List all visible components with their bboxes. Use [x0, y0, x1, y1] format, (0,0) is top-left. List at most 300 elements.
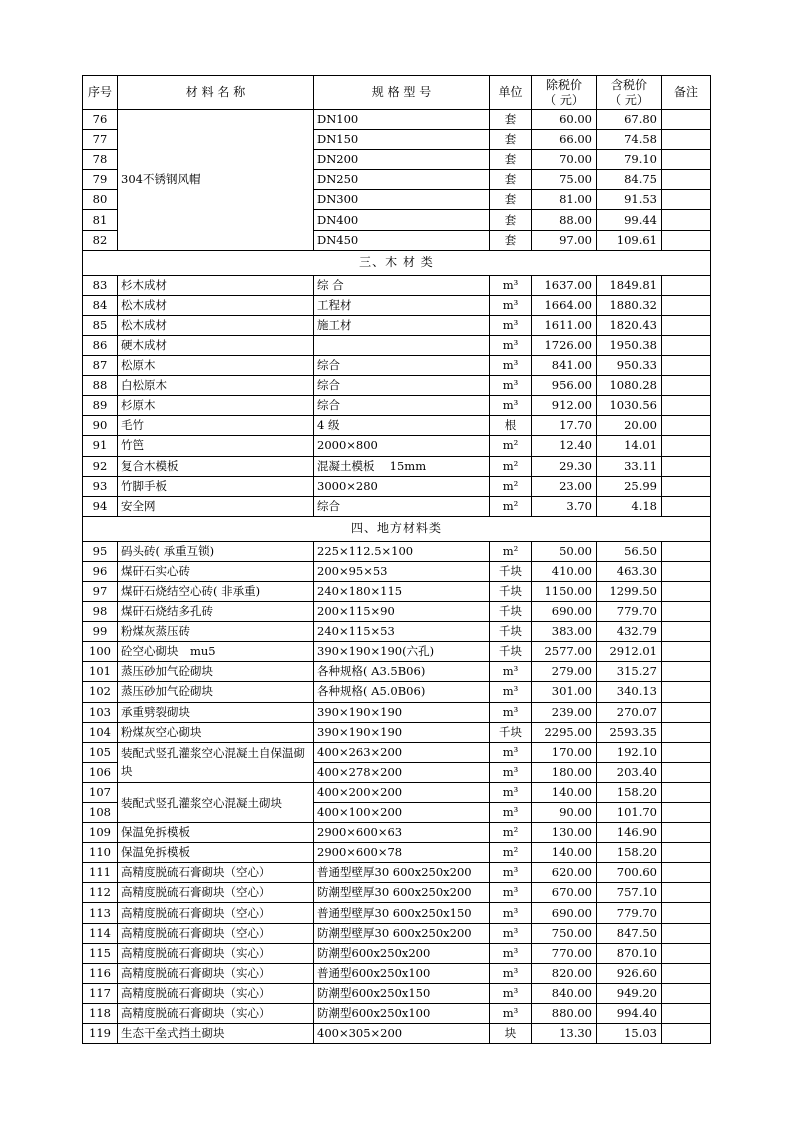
row-spec: 各种规格( A3.5B06) [314, 662, 490, 682]
row-name: 杉木成材 [118, 275, 314, 295]
row-no: 85 [83, 315, 118, 335]
row-spec: 普通型壁厚30 600x250x200 [314, 863, 490, 883]
row-price-inc-tax: 192.10 [597, 742, 662, 762]
row-no: 80 [83, 190, 118, 210]
table-row [83, 335, 711, 355]
price-table [82, 75, 711, 1044]
group-name: 装配式竖孔灌浆空心混凝土砌块 [118, 782, 314, 822]
row-unit: m³ [490, 762, 532, 782]
row-price-inc-tax: 2593.35 [597, 722, 662, 742]
row-spec: 2900×600×63 [314, 823, 490, 843]
row-unit: m³ [490, 315, 532, 335]
row-remark [662, 943, 711, 963]
row-unit: m³ [490, 742, 532, 762]
row-remark [662, 742, 711, 762]
row-name: 保温免拆模板 [118, 843, 314, 863]
row-spec: DN250 [314, 170, 490, 190]
row-price-ex-tax: 13.30 [532, 1024, 597, 1044]
row-remark [662, 190, 711, 210]
row-price-ex-tax: 17.70 [532, 416, 597, 436]
row-price-ex-tax: 670.00 [532, 883, 597, 903]
row-no: 89 [83, 396, 118, 416]
row-price-inc-tax: 109.61 [597, 230, 662, 250]
row-no: 77 [83, 130, 118, 150]
header-spec: 规 格 型 号 [314, 76, 490, 110]
row-remark [662, 803, 711, 823]
row-price-inc-tax: 340.13 [597, 682, 662, 702]
row-price-ex-tax: 60.00 [532, 110, 597, 130]
table-row [83, 943, 711, 963]
row-unit: m³ [490, 396, 532, 416]
row-name: 煤矸石实心砖 [118, 561, 314, 581]
row-remark [662, 315, 711, 335]
row-no: 107 [83, 782, 118, 802]
row-price-ex-tax: 180.00 [532, 762, 597, 782]
row-name: 蒸压砂加气砼砌块 [118, 682, 314, 702]
row-unit: m³ [490, 376, 532, 396]
row-price-ex-tax: 690.00 [532, 602, 597, 622]
table-row [83, 275, 711, 295]
row-price-inc-tax: 1950.38 [597, 335, 662, 355]
table-row [83, 782, 711, 802]
row-unit: m² [490, 476, 532, 496]
row-name: 承重劈裂砌块 [118, 702, 314, 722]
row-name: 松木成材 [118, 295, 314, 315]
row-price-inc-tax: 432.79 [597, 622, 662, 642]
row-price-inc-tax: 158.20 [597, 843, 662, 863]
row-price-inc-tax: 870.10 [597, 943, 662, 963]
row-remark [662, 456, 711, 476]
row-spec: 防潮型壁厚30 600x250x200 [314, 923, 490, 943]
row-price-ex-tax: 1664.00 [532, 295, 597, 315]
row-spec: DN450 [314, 230, 490, 250]
row-no: 100 [83, 642, 118, 662]
row-spec: 综合 [314, 496, 490, 516]
row-price-inc-tax: 1880.32 [597, 295, 662, 315]
row-price-inc-tax: 1849.81 [597, 275, 662, 295]
row-unit: 块 [490, 1024, 532, 1044]
row-spec: 390×190×190(六孔) [314, 642, 490, 662]
row-price-inc-tax: 146.90 [597, 823, 662, 843]
row-name: 高精度脱硫石膏砌块（空心） [118, 883, 314, 903]
row-spec: 400×305×200 [314, 1024, 490, 1044]
section-header-row [83, 250, 711, 275]
header-price-ex-tax: 除税价 （ 元） [532, 76, 597, 110]
row-price-ex-tax: 29.30 [532, 456, 597, 476]
row-unit: m³ [490, 356, 532, 376]
row-name: 高精度脱硫石膏砌块（空心） [118, 863, 314, 883]
row-price-inc-tax: 1080.28 [597, 376, 662, 396]
row-remark [662, 642, 711, 662]
row-remark [662, 130, 711, 150]
row-remark [662, 702, 711, 722]
row-unit: 千块 [490, 642, 532, 662]
row-remark [662, 1024, 711, 1044]
row-spec: 综 合 [314, 275, 490, 295]
row-no: 115 [83, 943, 118, 963]
row-remark [662, 496, 711, 516]
row-spec: 2000×800 [314, 436, 490, 456]
table-row [83, 923, 711, 943]
row-name: 松原木 [118, 356, 314, 376]
row-price-ex-tax: 75.00 [532, 170, 597, 190]
row-no: 114 [83, 923, 118, 943]
row-remark [662, 722, 711, 742]
header-row [83, 76, 711, 110]
row-name: 硬木成材 [118, 335, 314, 355]
row-unit: m³ [490, 682, 532, 702]
header-price-inc-tax: 含税价 （ 元） [597, 76, 662, 110]
row-no: 103 [83, 702, 118, 722]
table-row [83, 356, 711, 376]
row-unit: 千块 [490, 602, 532, 622]
table-row [83, 622, 711, 642]
row-no: 109 [83, 823, 118, 843]
row-price-inc-tax: 1030.56 [597, 396, 662, 416]
row-spec: DN150 [314, 130, 490, 150]
table-body [83, 110, 711, 1044]
row-unit: 套 [490, 210, 532, 230]
row-no: 97 [83, 581, 118, 601]
row-remark [662, 823, 711, 843]
row-spec: 240×115×53 [314, 622, 490, 642]
row-spec: 225×112.5×100 [314, 541, 490, 561]
row-no: 86 [83, 335, 118, 355]
row-remark [662, 210, 711, 230]
row-name: 杉原木 [118, 396, 314, 416]
row-price-ex-tax: 3.70 [532, 496, 597, 516]
row-price-ex-tax: 956.00 [532, 376, 597, 396]
row-price-ex-tax: 690.00 [532, 903, 597, 923]
row-price-inc-tax: 2912.01 [597, 642, 662, 662]
row-remark [662, 622, 711, 642]
header-remark: 备注 [662, 76, 711, 110]
table-row [83, 561, 711, 581]
table-row [83, 581, 711, 601]
row-price-ex-tax: 140.00 [532, 782, 597, 802]
table-row [83, 662, 711, 682]
row-name: 生态干垒式挡土砌块 [118, 1024, 314, 1044]
row-unit: m² [490, 843, 532, 863]
row-price-inc-tax: 101.70 [597, 803, 662, 823]
table-row [83, 315, 711, 335]
row-name: 粉煤灰空心砌块 [118, 722, 314, 742]
row-remark [662, 682, 711, 702]
row-no: 84 [83, 295, 118, 315]
row-unit: 根 [490, 416, 532, 436]
row-remark [662, 150, 711, 170]
row-name: 煤矸石烧结空心砖( 非承重) [118, 581, 314, 601]
row-price-inc-tax: 84.75 [597, 170, 662, 190]
row-unit: 套 [490, 110, 532, 130]
row-price-ex-tax: 770.00 [532, 943, 597, 963]
row-unit: m³ [490, 963, 532, 983]
row-remark [662, 436, 711, 456]
row-no: 90 [83, 416, 118, 436]
row-spec: 390×190×190 [314, 702, 490, 722]
row-unit: 套 [490, 130, 532, 150]
row-remark [662, 662, 711, 682]
row-no: 92 [83, 456, 118, 476]
row-spec: 防潮型壁厚30 600x250x200 [314, 883, 490, 903]
table-row [83, 396, 711, 416]
row-price-inc-tax: 700.60 [597, 863, 662, 883]
row-unit: m³ [490, 295, 532, 315]
row-spec: 4 级 [314, 416, 490, 436]
row-name: 高精度脱硫石膏砌块（空心） [118, 923, 314, 943]
row-remark [662, 983, 711, 1003]
row-unit: m³ [490, 335, 532, 355]
row-price-inc-tax: 158.20 [597, 782, 662, 802]
row-name: 安全网 [118, 496, 314, 516]
row-no: 79 [83, 170, 118, 190]
row-spec: 普通型600x250x100 [314, 963, 490, 983]
header-name: 材 料 名 称 [118, 76, 314, 110]
row-no: 118 [83, 1003, 118, 1023]
row-price-inc-tax: 14.01 [597, 436, 662, 456]
row-no: 99 [83, 622, 118, 642]
row-spec: 3000×280 [314, 476, 490, 496]
row-name: 竹笆 [118, 436, 314, 456]
table-row [83, 742, 711, 762]
row-price-inc-tax: 315.27 [597, 662, 662, 682]
row-no: 88 [83, 376, 118, 396]
row-spec: 综合 [314, 396, 490, 416]
row-price-ex-tax: 1150.00 [532, 581, 597, 601]
row-unit: m³ [490, 983, 532, 1003]
row-name: 高精度脱硫石膏砌块（实心） [118, 1003, 314, 1023]
row-price-ex-tax: 841.00 [532, 356, 597, 376]
row-price-inc-tax: 847.50 [597, 923, 662, 943]
row-no: 112 [83, 883, 118, 903]
table-row [83, 682, 711, 702]
row-spec: DN400 [314, 210, 490, 230]
row-spec: DN300 [314, 190, 490, 210]
row-no: 117 [83, 983, 118, 1003]
row-price-ex-tax: 1611.00 [532, 315, 597, 335]
row-price-inc-tax: 994.40 [597, 1003, 662, 1023]
row-price-ex-tax: 50.00 [532, 541, 597, 561]
row-name: 毛竹 [118, 416, 314, 436]
header-unit: 单位 [490, 76, 532, 110]
row-name: 煤矸石烧结多孔砖 [118, 602, 314, 622]
row-no: 93 [83, 476, 118, 496]
table-row [83, 496, 711, 516]
row-spec: 200×95×53 [314, 561, 490, 581]
row-no: 78 [83, 150, 118, 170]
row-spec: 防潮型600x250x100 [314, 1003, 490, 1023]
row-no: 101 [83, 662, 118, 682]
row-spec: 工程材 [314, 295, 490, 315]
row-price-ex-tax: 130.00 [532, 823, 597, 843]
row-spec: 400×200×200 [314, 782, 490, 802]
row-spec: 240×180×115 [314, 581, 490, 601]
row-remark [662, 170, 711, 190]
row-unit: m² [490, 436, 532, 456]
row-price-inc-tax: 99.44 [597, 210, 662, 230]
row-price-ex-tax: 279.00 [532, 662, 597, 682]
row-no: 95 [83, 541, 118, 561]
row-spec: 各种规格( A5.0B06) [314, 682, 490, 702]
row-spec: 200×115×90 [314, 602, 490, 622]
row-remark [662, 295, 711, 315]
row-remark [662, 883, 711, 903]
row-spec: 防潮型600x250x150 [314, 983, 490, 1003]
row-price-inc-tax: 757.10 [597, 883, 662, 903]
table-row [83, 416, 711, 436]
row-price-ex-tax: 90.00 [532, 803, 597, 823]
row-price-ex-tax: 70.00 [532, 150, 597, 170]
row-price-inc-tax: 67.80 [597, 110, 662, 130]
row-price-ex-tax: 23.00 [532, 476, 597, 496]
row-remark [662, 376, 711, 396]
row-price-inc-tax: 926.60 [597, 963, 662, 983]
table-row [83, 436, 711, 456]
row-remark [662, 335, 711, 355]
row-name: 高精度脱硫石膏砌块（实心） [118, 983, 314, 1003]
row-remark [662, 356, 711, 376]
row-price-ex-tax: 12.40 [532, 436, 597, 456]
row-remark [662, 963, 711, 983]
row-unit: m³ [490, 863, 532, 883]
row-no: 76 [83, 110, 118, 130]
row-remark [662, 602, 711, 622]
row-unit: m³ [490, 943, 532, 963]
row-remark [662, 541, 711, 561]
row-spec: 400×100×200 [314, 803, 490, 823]
row-unit: 千块 [490, 722, 532, 742]
table-row [83, 295, 711, 315]
table-row [83, 702, 711, 722]
row-unit: m² [490, 823, 532, 843]
row-spec: 综合 [314, 356, 490, 376]
row-unit: m³ [490, 275, 532, 295]
row-remark [662, 762, 711, 782]
row-price-ex-tax: 2577.00 [532, 642, 597, 662]
row-price-ex-tax: 880.00 [532, 1003, 597, 1023]
row-no: 111 [83, 863, 118, 883]
table-row [83, 541, 711, 561]
row-remark [662, 923, 711, 943]
row-unit: m² [490, 456, 532, 476]
row-unit: m² [490, 541, 532, 561]
row-spec: 390×190×190 [314, 722, 490, 742]
row-unit: m² [490, 496, 532, 516]
row-price-inc-tax: 25.99 [597, 476, 662, 496]
table-row [83, 883, 711, 903]
group-name: 304不锈钢风帽 [118, 110, 314, 251]
row-remark [662, 561, 711, 581]
row-price-inc-tax: 463.30 [597, 561, 662, 581]
table-row [83, 843, 711, 863]
table-row [83, 602, 711, 622]
table-row [83, 903, 711, 923]
row-price-inc-tax: 56.50 [597, 541, 662, 561]
group-name: 装配式竖孔灌浆空心混凝土自保温砌块 [118, 742, 314, 782]
section-title: 三、木 材 类 [83, 250, 711, 275]
row-price-inc-tax: 779.70 [597, 602, 662, 622]
row-no: 96 [83, 561, 118, 581]
row-no: 82 [83, 230, 118, 250]
row-unit: m³ [490, 803, 532, 823]
row-price-inc-tax: 950.33 [597, 356, 662, 376]
row-spec: 防潮型600x250x200 [314, 943, 490, 963]
header-no: 序号 [83, 76, 118, 110]
row-no: 104 [83, 722, 118, 742]
row-price-inc-tax: 91.53 [597, 190, 662, 210]
row-price-inc-tax: 20.00 [597, 416, 662, 436]
row-remark [662, 581, 711, 601]
row-price-inc-tax: 4.18 [597, 496, 662, 516]
row-no: 116 [83, 963, 118, 983]
row-no: 91 [83, 436, 118, 456]
row-no: 83 [83, 275, 118, 295]
row-spec: 400×263×200 [314, 742, 490, 762]
row-name: 粉煤灰蒸压砖 [118, 622, 314, 642]
row-unit: 套 [490, 190, 532, 210]
row-name: 高精度脱硫石膏砌块（空心） [118, 903, 314, 923]
row-no: 113 [83, 903, 118, 923]
row-price-ex-tax: 88.00 [532, 210, 597, 230]
row-price-ex-tax: 383.00 [532, 622, 597, 642]
row-price-ex-tax: 81.00 [532, 190, 597, 210]
row-no: 119 [83, 1024, 118, 1044]
table-row [83, 110, 711, 130]
row-name: 松木成材 [118, 315, 314, 335]
row-spec [314, 335, 490, 355]
row-price-ex-tax: 1726.00 [532, 335, 597, 355]
row-unit: m³ [490, 782, 532, 802]
row-no: 98 [83, 602, 118, 622]
table-row [83, 963, 711, 983]
row-price-ex-tax: 750.00 [532, 923, 597, 943]
row-remark [662, 476, 711, 496]
row-name: 白松原木 [118, 376, 314, 396]
row-price-ex-tax: 239.00 [532, 702, 597, 722]
row-name: 保温免拆模板 [118, 823, 314, 843]
table-row [83, 456, 711, 476]
row-price-ex-tax: 820.00 [532, 963, 597, 983]
table-row [83, 983, 711, 1003]
table-row [83, 863, 711, 883]
row-price-ex-tax: 912.00 [532, 396, 597, 416]
row-name: 高精度脱硫石膏砌块（实心） [118, 943, 314, 963]
row-unit: m³ [490, 702, 532, 722]
row-price-inc-tax: 779.70 [597, 903, 662, 923]
row-spec: 混凝土模板 15mm [314, 456, 490, 476]
row-remark [662, 863, 711, 883]
row-no: 108 [83, 803, 118, 823]
table-row [83, 376, 711, 396]
row-price-inc-tax: 270.07 [597, 702, 662, 722]
row-price-ex-tax: 301.00 [532, 682, 597, 702]
row-price-inc-tax: 949.20 [597, 983, 662, 1003]
row-no: 106 [83, 762, 118, 782]
section-header-row [83, 516, 711, 541]
row-name: 竹脚手板 [118, 476, 314, 496]
row-remark [662, 782, 711, 802]
row-spec: DN100 [314, 110, 490, 130]
row-spec: 综合 [314, 376, 490, 396]
row-no: 87 [83, 356, 118, 376]
row-no: 81 [83, 210, 118, 230]
table-row [83, 722, 711, 742]
row-price-ex-tax: 140.00 [532, 843, 597, 863]
row-price-ex-tax: 2295.00 [532, 722, 597, 742]
table-row [83, 1024, 711, 1044]
row-unit: 套 [490, 150, 532, 170]
table-row [83, 642, 711, 662]
